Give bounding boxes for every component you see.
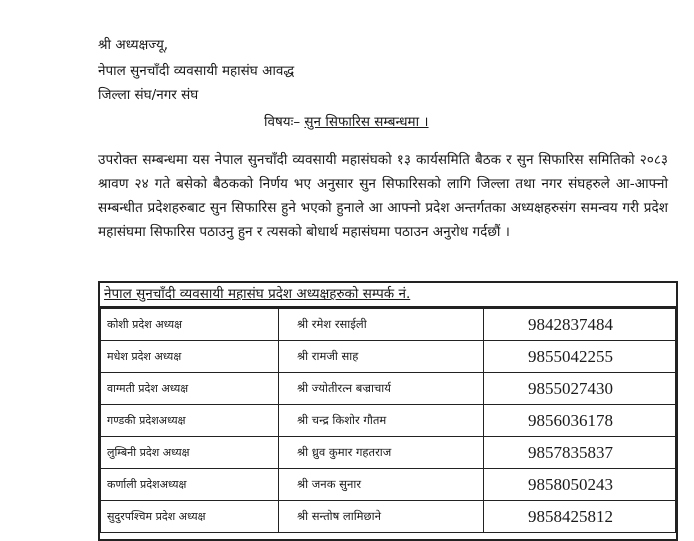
subject-line — [264, 112, 429, 130]
table-row — [101, 405, 676, 437]
position-cell: वाग्मती प्रदेश अध्यक्ष — [101, 373, 279, 405]
phone-cell: 9855042255 — [484, 341, 676, 373]
subject-text: सुन सिफारिस सम्बन्धमा । — [304, 114, 429, 130]
table-row — [101, 501, 676, 533]
body-paragraph: उपरोक्त सम्बन्धमा यस नेपाल सुनचाँदी व्यवसायी महासंघको १३ कार्यसमिति बैठक र सुन सिफारिस समितिको २०८३ श्रावण २४ गते बसेको बैठकको निर्णय भए अनुसार सुन सिफारिसको लागि जिल्ला तथा नगर संघहरुले आ-आफ्नो सम्बन्धीत प्रदेशहरुबाट सुन सिफारिस हुने भएको हुनाले आ आफ्नो प्रदेश अन्तर्गतका अध्यक्षहरुसंग समन्वय गरी प्रदेश महासंघमा सिफारिस पठाउनु हुन र त्यसको बोधार्थ महासंघमा पठाउन अनुरोध गर्दछौं । — [98, 152, 668, 240]
table-title-text: नेपाल सुनचाँदी व्यवसायी महासंघ प्रदेश अध्यक्षहरुको सम्पर्क नं. — [104, 286, 411, 302]
phone-cell: 9858425812 — [484, 501, 676, 533]
position-cell: लुम्बिनी प्रदेश अध्यक्ष — [101, 437, 279, 469]
name-cell: श्री ज्योतीरत्न बज्राचार्य — [279, 373, 484, 405]
phone-cell: 9858050243 — [484, 469, 676, 501]
position-cell: गण्डकी प्रदेशअध्यक्ष — [101, 405, 279, 437]
position-cell: मधेश प्रदेश अध्यक्ष — [101, 341, 279, 373]
name-cell: श्री चन्द्र किशोर गौतम — [279, 405, 484, 437]
position-cell: सुदुरपश्चिम प्रदेश अध्यक्ष — [101, 501, 279, 533]
addressee-org: नेपाल सुनचाँदी व्यवसायी महासंघ आवद्ध — [98, 63, 295, 79]
addressee-branch: जिल्ला संघ/नगर संघ — [98, 87, 199, 103]
phone-cell: 9842837484 — [484, 309, 676, 341]
table-row — [101, 469, 676, 501]
table-title — [100, 283, 676, 308]
position-cell: कर्णाली प्रदेशअध्यक्ष — [101, 469, 279, 501]
contact-table — [98, 281, 678, 541]
subject-label: विषयः– — [264, 114, 301, 130]
addressee-line: श्री अध्यक्षज्यू, — [98, 37, 169, 53]
table-row — [101, 373, 676, 405]
letter-body — [98, 148, 668, 244]
table-row — [101, 341, 676, 373]
table-row — [101, 309, 676, 341]
phone-cell: 9856036178 — [484, 405, 676, 437]
phone-cell: 9855027430 — [484, 373, 676, 405]
phone-cell: 9857835837 — [484, 437, 676, 469]
name-cell: श्री रमेश रसाईली — [279, 309, 484, 341]
name-cell: श्री सन्तोष लामिछाने — [279, 501, 484, 533]
name-cell: श्री रामजी साह — [279, 341, 484, 373]
table-row — [101, 437, 676, 469]
position-cell: कोशी प्रदेश अध्यक्ष — [101, 309, 279, 341]
contact-list — [100, 308, 676, 533]
name-cell: श्री जनक सुनार — [279, 469, 484, 501]
name-cell: श्री ध्रुव कुमार गहतराज — [279, 437, 484, 469]
